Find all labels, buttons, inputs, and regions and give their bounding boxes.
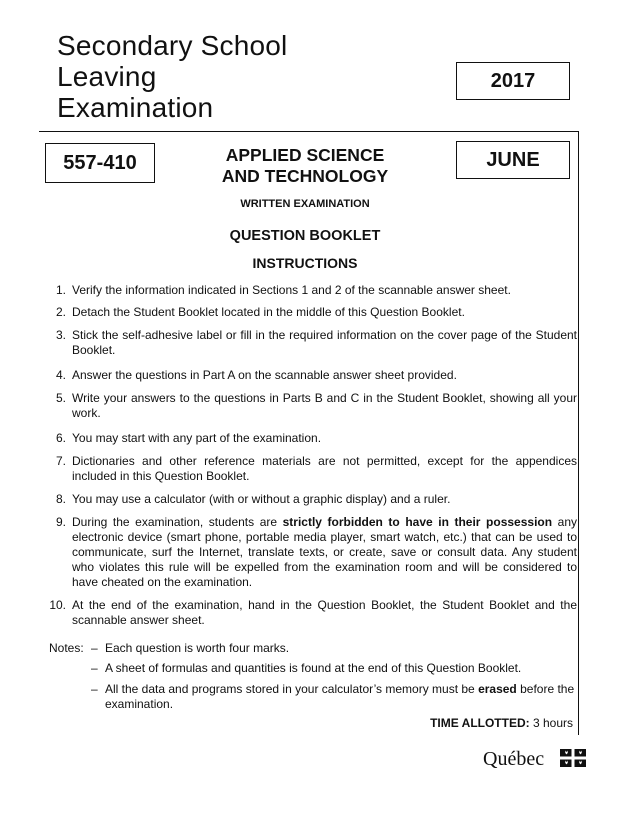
time-allotted-value: 3 hours [529,716,573,730]
instruction-text: Detach the Student Booklet located in the middle of this Question Booklet. [72,305,465,319]
quebec-flag-icon [560,749,586,767]
instruction-text [72,515,577,590]
time-allotted [380,716,573,730]
exam-code-box: 557-410 [45,143,155,183]
note-text-part: before the examination. [105,682,575,711]
quebec-logo-text: Québec [483,748,545,770]
instruction-number: 3. [55,328,66,342]
exam-title-line-1: Secondary School [57,30,288,61]
exam-title [57,30,287,123]
instruction-text: Verify the information indicated in Sections 1 and 2 of the scannable answer sheet. [72,283,511,297]
exam-title-line-3: Examination [57,92,214,123]
instruction-text: Write your answers to the questions in Parts B and C in the Student Booklet, showing all your work. [72,391,577,420]
instruction-number: 6. [55,431,66,445]
instruction-text: Dictionaries and other reference materials are not permitted, except for the appendices included in this Question Booklet. [72,454,577,483]
instruction-number: 5. [55,391,66,405]
instruction-number: 10. [49,598,66,612]
instruction-text-bold: strictly forbidden to have in their possession [282,515,553,529]
note-dash: – [91,682,98,696]
instruction-text: Stick the self-adhesive label or fill in the required information on the cover page of the Student Booklet. [72,328,577,357]
subject-line-2: AND TECHNOLOGY [221,166,389,186]
exam-title-line-2: Leaving [57,61,157,92]
month-box: JUNE [456,141,570,179]
note-dash: – [91,661,98,675]
note-dash: – [91,641,98,655]
instruction-number: 2. [55,305,66,319]
subject-line-1: APPLIED SCIENCE [225,145,385,165]
note-text-part: All the data and programs stored in your calculator’s memory must be [105,682,479,696]
instruction-text: At the end of the examination, hand in the Question Booklet, the Student Booklet and the scannable answer sheet. [72,598,577,627]
instruction-text: You may start with any part of the examination. [72,431,322,445]
instruction-number: 9. [55,515,66,529]
instruction-number: 7. [55,454,66,468]
instruction-text: You may use a calculator (with or without a graphic display) and a ruler. [72,492,451,506]
note-text: A sheet of formulas and quantities is found at the end of this Question Booklet. [105,661,522,675]
notes-label: Notes: [49,641,84,655]
exam-type: WRITTEN EXAMINATION [240,198,370,210]
note-text [105,682,595,712]
year-box: 2017 [456,62,570,100]
booklet-title: QUESTION BOOKLET [229,228,381,244]
instruction-text-part: During the examination, students are [72,515,283,529]
instruction-number: 8. [55,492,66,506]
note-text: Each question is worth four marks. [105,641,290,655]
subject-title [190,145,420,187]
time-allotted-label: TIME ALLOTTED: [430,716,530,730]
note-text-bold: erased [478,682,517,696]
instruction-number: 1. [55,283,66,297]
instruction-text-part: any electronic device (smart phone, portable media player, smart watch, etc.) that can be used to communicate, surf the Internet, translate texts, or create, save or consult data. Any student who violates this rule will be expelled from the examination room and will be considered to have cheated on the examination. [72,515,577,589]
instructions-heading: INSTRUCTIONS [252,255,358,271]
instruction-text: Answer the questions in Part A on the scannable answer sheet provided. [72,368,457,382]
instruction-number: 4. [55,368,66,382]
